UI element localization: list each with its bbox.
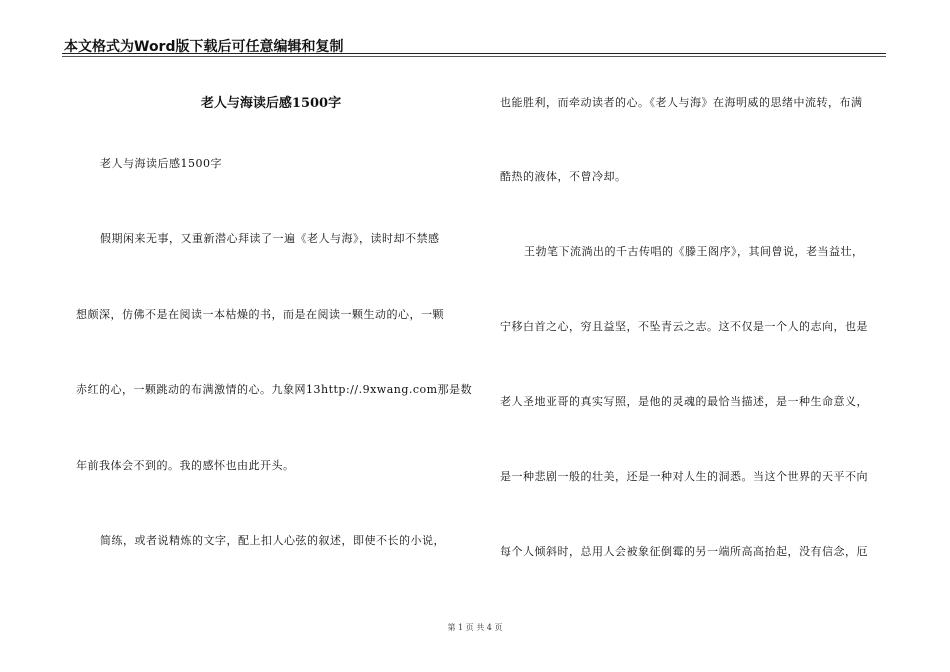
right-line-4: 宁移白首之心，穷且益坚，不坠青云之志。这不仅是一个人的志向，也是 [500, 320, 868, 333]
right-line-3: 王勃笔下流淌出的千古传唱的《滕王阁序》，其间曾说，老当益壮， [524, 245, 864, 258]
right-line-7: 每个人倾斜时，总用人会被象征倒霉的另一端所高高抬起，没有信念，厄 [500, 545, 868, 558]
left-line-5: 年前我体会不到的。我的感怀也由此开头。 [76, 459, 295, 472]
left-line-4: 赤红的心，一颗跳动的布满激情的心。九象网13http://.9xwang.com那是数 [76, 383, 473, 396]
header-rule [62, 53, 886, 54]
right-line-6: 是一种悲剧一般的壮美，还是一种对人生的洞悉。当这个世界的天平不向 [500, 470, 868, 483]
right-line-2: 酷热的液体，不曾冷却。 [500, 170, 627, 183]
left-line-3: 想颇深，仿佛不是在阅读一本枯燥的书，而是在阅读一颗生动的心，一颗 [76, 308, 444, 321]
left-line-6: 简练，或者说精炼的文字，配上扣人心弦的叙述，即使不长的小说， [100, 534, 445, 547]
page-header: 本文格式为Word版下载后可任意编辑和复制 [64, 39, 344, 55]
right-line-5: 老人圣地亚哥的真实写照，是他的灵魂的最恰当描述，是一种生命意义， [500, 395, 868, 408]
header-rule-secondary [62, 56, 886, 57]
left-line-2: 假期闲来无事，又重新潜心拜读了一遍《老人与海》，读时却不禁感 [100, 232, 440, 245]
document-title: 老人与海读后感1500字 [200, 96, 342, 111]
left-line-1: 老人与海读后感1500字 [100, 157, 222, 170]
page-footer: 第 1 页 共 4 页 [447, 623, 503, 632]
right-line-1: 也能胜利，而牵动读者的心。《老人与海》在海明威的思绪中流转，布满 [500, 96, 863, 109]
